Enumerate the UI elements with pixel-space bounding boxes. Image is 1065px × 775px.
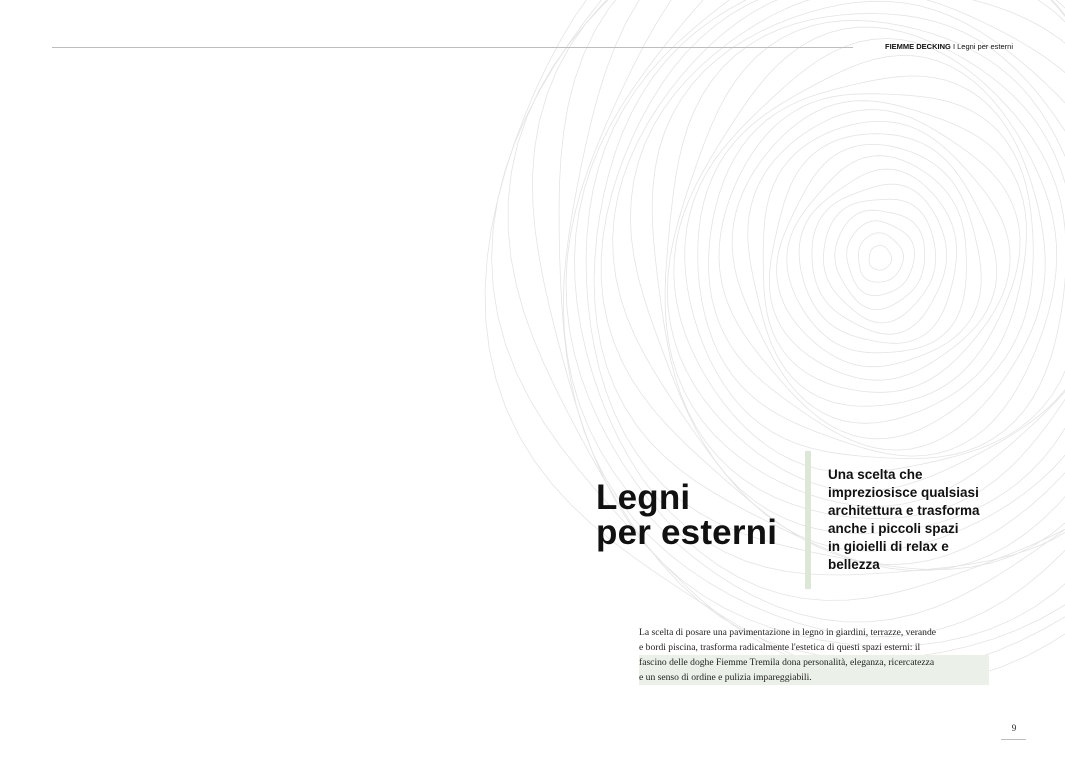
header-brand: FIEMME DECKING [885, 42, 951, 51]
body-line: e un senso di ordine e pulizia impareggiabili. [639, 670, 989, 685]
wood-grain-ring [698, 56, 1057, 457]
wood-grain-ring [824, 199, 936, 323]
tagline-line: impreziosisce qualsiasi [828, 485, 979, 500]
wood-grain-ring [847, 221, 915, 296]
wood-grain-ring [630, 0, 1065, 533]
wood-grain-ring [835, 210, 925, 309]
body-line: e bordi piscina, trasforma radicalmente l'estetica di questi spazi esterni: il [639, 642, 921, 653]
wood-grain-ring [685, 39, 1065, 459]
wood-grain-ring [769, 134, 996, 381]
tagline-line: architettura e trasforma [828, 503, 980, 518]
header-section: Legni per esterni [957, 42, 1013, 51]
page-number: 9 [1011, 723, 1017, 733]
page-title-line-2: per esterni [596, 513, 778, 552]
wood-grain-ring [777, 144, 982, 366]
header-separator: I [950, 42, 958, 51]
wood-grain-ring [709, 76, 1046, 450]
tagline-line: bellezza [828, 557, 880, 572]
wood-grain-ring [732, 101, 1026, 424]
header-rule [52, 47, 853, 48]
body-line: fascino delle doghe Fiemme Tremila dona personalità, eleganza, ricercatezza [639, 655, 989, 670]
page-title-line-1: Legni [596, 478, 691, 517]
wood-grain-ring [763, 121, 1010, 392]
body-paragraph [639, 625, 989, 685]
tagline-line: anche i piccoli spazi [828, 521, 959, 536]
wood-grain-ring [748, 110, 1020, 407]
wood-grain-ring [859, 233, 904, 282]
wood-grain-ring [652, 1, 1065, 518]
wood-grain-ring [787, 156, 967, 353]
wood-grain-ring [667, 20, 1065, 491]
wood-grain-ring [674, 27, 1065, 473]
wood-grain-ring [812, 184, 947, 334]
body-line: La scelta di posare una pavimentazione in legno in giardini, terrazze, verande [639, 627, 937, 638]
page-number-rule [1001, 739, 1026, 740]
page-title [596, 480, 777, 550]
wood-grain-ring [869, 245, 892, 270]
wood-grain-ring [665, 14, 1065, 507]
tagline-line: Una scelta che [828, 467, 923, 482]
tagline-line: in gioielli di relax e [828, 539, 949, 554]
tagline [828, 466, 1008, 574]
running-header [885, 42, 1013, 52]
wood-grain-ring [485, 0, 1065, 684]
wood-grain-ring [799, 169, 957, 343]
wood-grain-ring [719, 94, 1033, 439]
accent-bar [805, 451, 811, 589]
